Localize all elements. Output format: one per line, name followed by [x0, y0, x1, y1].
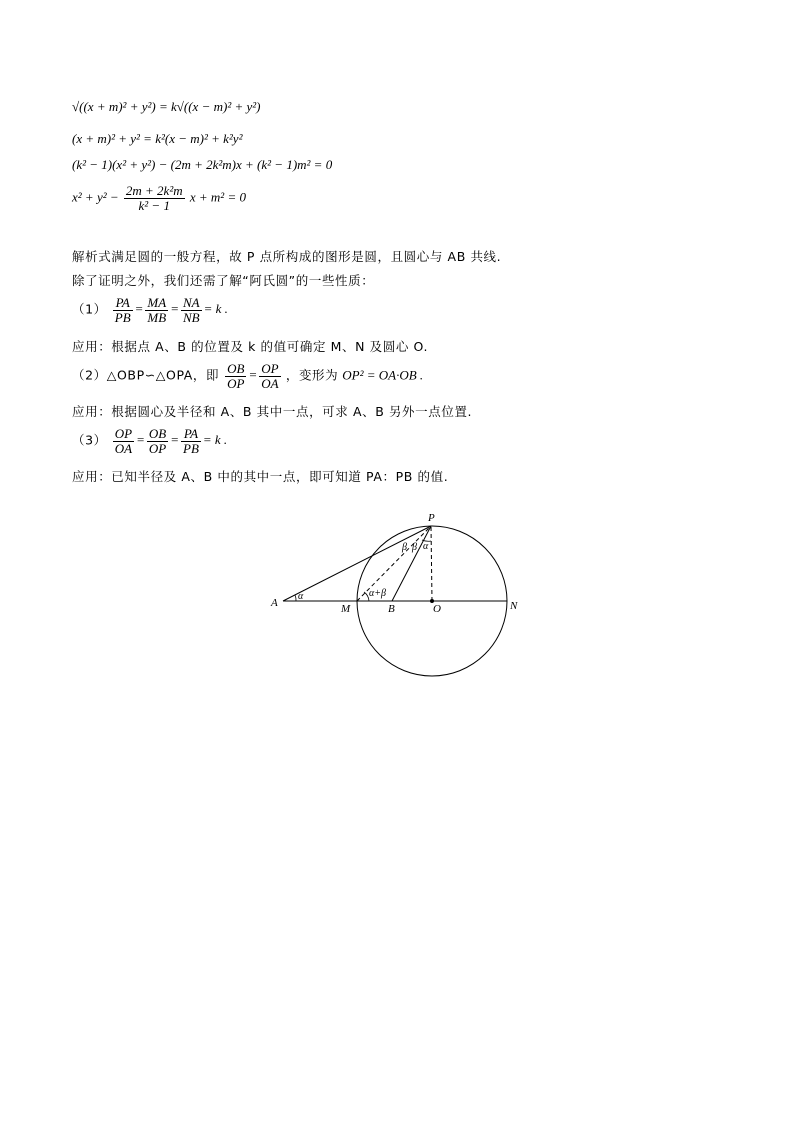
application-1: 应用：根据点 A、B 的位置及 k 的值可确定 M、N 及圆心 O. — [72, 339, 429, 354]
segment-pa — [283, 526, 431, 601]
fraction-numerator: OB — [148, 426, 167, 441]
property-2-label: （2）△OBP∽△OPA，即 — [72, 367, 220, 383]
segment-pb — [392, 526, 431, 601]
fraction-denominator: OA — [114, 441, 133, 456]
equation-4-denominator: k² − 1 — [138, 198, 170, 213]
property-3: （3） $\frac{OP}{OA}$ = $\frac{OB}{OP}$ = $\frac{PA}{PB}$ = k . — [72, 426, 228, 456]
fraction-numerator: OB — [227, 361, 245, 376]
property-1-label: （1） — [72, 301, 107, 317]
fraction-numerator: OP — [114, 426, 133, 441]
fraction-denominator: MB — [147, 310, 167, 325]
equation-1: √((x + m)² + y²) = k√((x − m)² + y²) — [72, 99, 261, 114]
label-p: P — [428, 512, 435, 524]
angle-label-alpha-plus-beta: α+β — [369, 588, 386, 599]
equation-4-numerator: 2m + 2k²m — [125, 183, 183, 198]
property-3-label: （3） — [72, 432, 107, 448]
property-2-middle: ，变形为 — [285, 367, 339, 383]
property-3-tail: = k . — [202, 432, 228, 448]
angle-arc-a — [295, 595, 296, 601]
fraction-denominator: OP — [227, 376, 245, 391]
fraction-numerator: OP — [261, 361, 279, 376]
fraction-numerator: NA — [182, 295, 200, 310]
angle-label-beta-1: β — [402, 542, 407, 553]
paragraph-conclusion: 解析式满足圆的一般方程，故 P 点所构成的图形是圆，且圆心与 AB 共线. — [72, 249, 502, 264]
angle-label-alpha-a: α — [298, 591, 304, 602]
property-2-equation: OP² = OA·OB . — [342, 367, 424, 383]
fraction-numerator: MA — [147, 295, 167, 310]
equation-3: (k² − 1)(x² + y²) − (2m + 2k²m)x + (k² − 1)m² = 0 — [72, 157, 333, 172]
fraction-denominator: PB — [114, 310, 131, 325]
fraction-numerator: PA — [181, 427, 201, 442]
label-n: N — [510, 600, 518, 612]
fraction-denominator: OP — [148, 441, 167, 456]
application-2: 应用：根据圆心及半径和 A、B 其中一点，可求 A、B 另外一点位置. — [72, 404, 473, 419]
paragraph-properties-intro: 除了证明之外，我们还需了解“阿氏圆”的一些性质： — [72, 273, 375, 288]
application-3: 应用：已知半径及 A、B 中的其中一点，即可知道 PA：PB 的值. — [72, 469, 449, 484]
fraction-denominator: NB — [182, 310, 200, 325]
equation-4-rhs: x + m² = 0 — [189, 189, 246, 205]
label-m: M — [341, 603, 351, 615]
angle-label-alpha-p: α — [423, 541, 429, 552]
equation-2: (x + m)² + y² = k²(x − m)² + k²y² — [72, 131, 243, 146]
fraction-numerator: PA — [113, 296, 133, 311]
fraction-denominator: OA — [261, 376, 279, 391]
property-1-tail: = k . — [203, 301, 228, 317]
fraction-denominator: PB — [183, 441, 199, 456]
property-2: （2）△OBP∽△OPA，即 $\frac{OB}{OP}$ = $\frac{OP}{OA}$ ，变形为 OP² = OA·OB . — [72, 361, 424, 391]
equation-4-lhs: x² + y² − — [72, 189, 119, 205]
label-o: O — [433, 603, 441, 615]
angle-label-beta-2: β — [412, 542, 417, 553]
label-b: B — [388, 603, 395, 615]
segment-po-dashed — [431, 526, 432, 601]
label-a: A — [271, 597, 278, 609]
property-1: （1） $\frac{PA}{PB}$ = $\frac{MA}{MB}$ = $\frac{NA}{NB}$ = k . — [72, 295, 228, 325]
